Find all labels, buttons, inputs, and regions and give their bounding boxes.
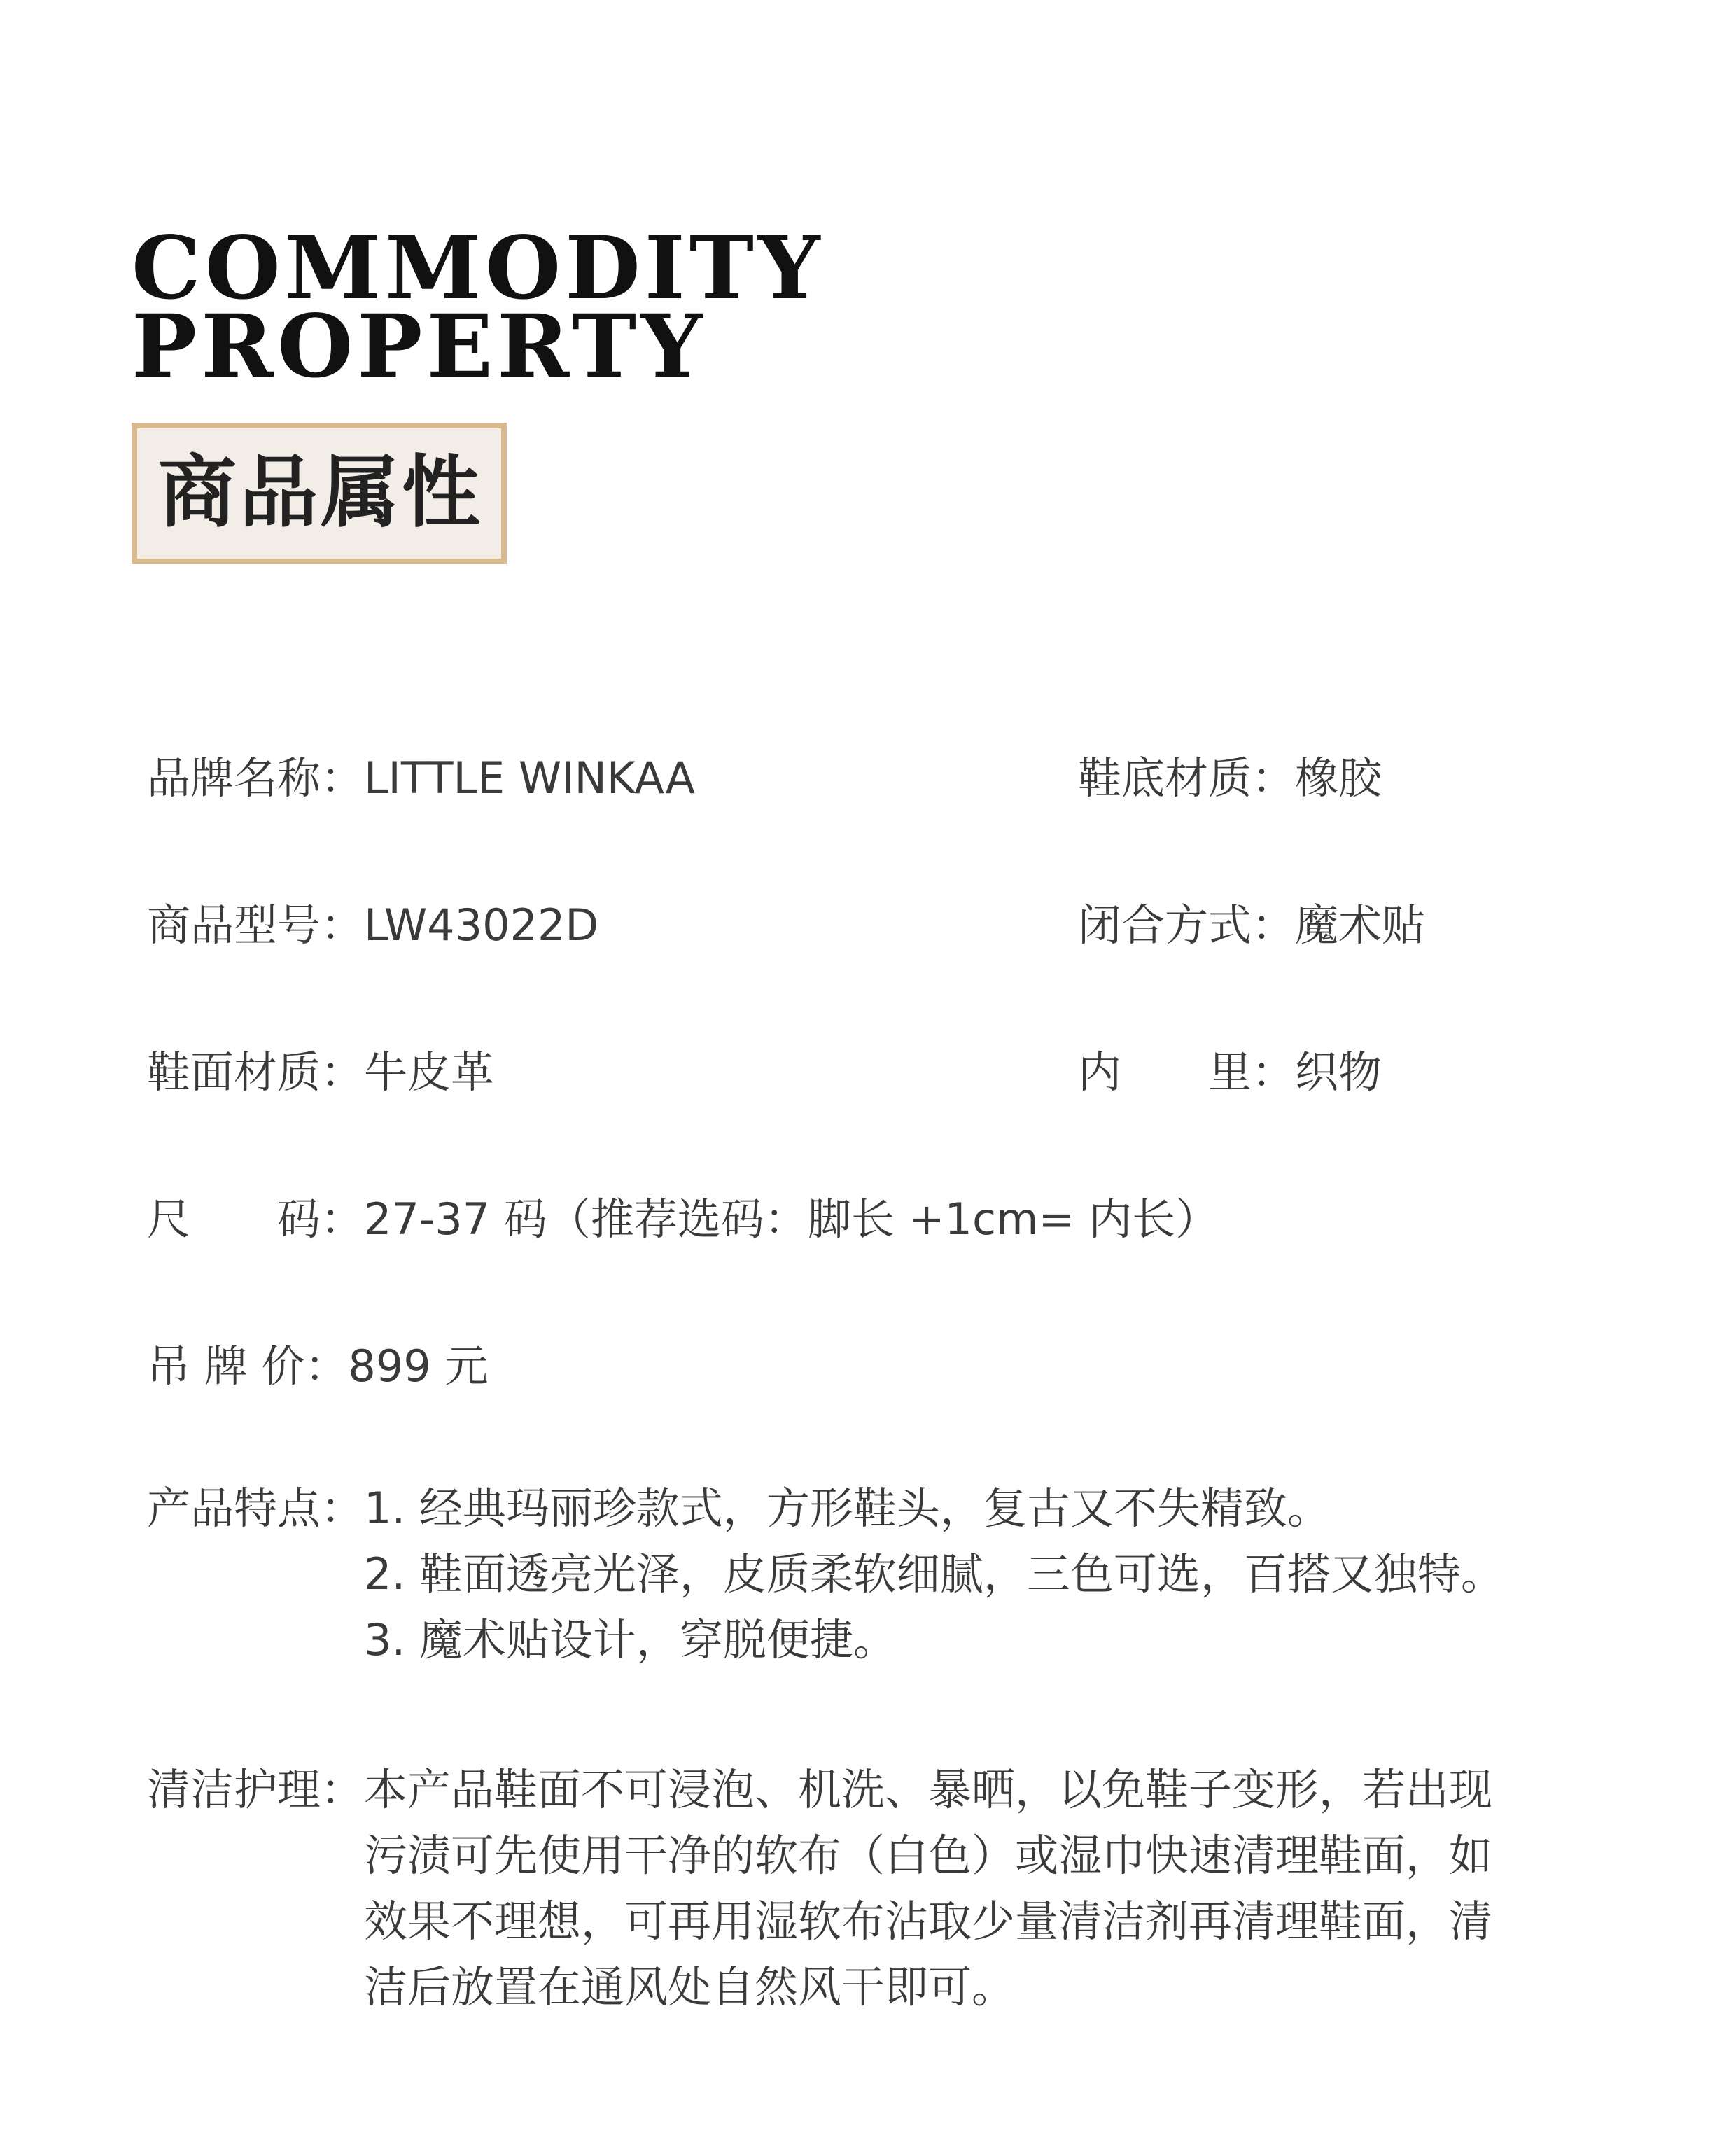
care-text	[364, 1757, 1554, 2020]
prop-upper	[147, 1044, 494, 1100]
cleaning-care	[147, 1757, 1554, 2020]
feature-item: 3. 魔术贴设计，穿脱便捷。	[364, 1614, 897, 1665]
title-english-line2: PROPERTY	[132, 296, 707, 398]
prop-closure-value: 魔术贴	[1295, 899, 1426, 951]
prop-closure-label: 闭合方式：	[1078, 899, 1296, 951]
title-chinese-box	[132, 423, 507, 564]
prop-brand-label: 品牌名称：	[147, 752, 365, 804]
care-label: 清洁护理：	[147, 1764, 365, 1815]
feature-item: 1. 经典玛丽珍款式，方形鞋头，复古又不失精致。	[364, 1483, 1331, 1534]
care-line: 效果不理想，可再用湿软布沾取少量清洁剂再清理鞋面，清	[364, 1896, 1493, 1947]
prop-model-value: LW43022D	[364, 899, 599, 951]
title-english-line1: COMMODITY	[132, 218, 825, 319]
prop-model	[147, 897, 598, 953]
prop-lining	[1078, 1044, 1382, 1100]
prop-closure	[1078, 897, 1425, 953]
prop-upper-value: 牛皮革	[364, 1046, 495, 1098]
prop-sole	[1078, 750, 1382, 806]
care-line: 本产品鞋面不可浸泡、机洗、暴晒，以免鞋子变形，若出现	[364, 1764, 1493, 1815]
page-header	[132, 218, 825, 564]
prop-brand-value: LITTLE WINKAA	[364, 752, 696, 804]
prop-brand	[147, 750, 695, 806]
prop-upper-label: 鞋面材质：	[147, 1046, 365, 1098]
prop-model-label: 商品型号：	[147, 899, 365, 951]
prop-size-value: 27-37 码（推荐选码：脚长 +1cm= 内长）	[364, 1194, 1219, 1245]
features-list	[364, 1476, 1504, 1673]
prop-price-value: 899 元	[348, 1340, 489, 1392]
title-chinese: 商品属性	[158, 447, 483, 538]
prop-sole-label: 鞋底材质：	[1078, 752, 1296, 804]
care-line: 洁后放置在通风处自然风干即可。	[364, 1961, 1016, 2012]
prop-size-label: 尺 码：	[147, 1194, 365, 1245]
prop-price-label: 吊 牌 价：	[147, 1340, 349, 1392]
feature-item: 2. 鞋面透亮光泽，皮质柔软细腻，三色可选，百搭又独特。	[364, 1548, 1504, 1600]
prop-size	[147, 1191, 1219, 1247]
prop-lining-value: 织物	[1295, 1046, 1382, 1098]
features-label: 产品特点：	[147, 1483, 365, 1534]
product-features	[147, 1476, 1504, 1673]
prop-sole-value: 橡胶	[1295, 752, 1382, 804]
prop-price	[147, 1338, 488, 1394]
care-line: 污渍可先使用干净的软布（白色）或湿巾快速清理鞋面，如	[364, 1830, 1493, 1881]
prop-lining-label: 内 里：	[1078, 1046, 1296, 1098]
